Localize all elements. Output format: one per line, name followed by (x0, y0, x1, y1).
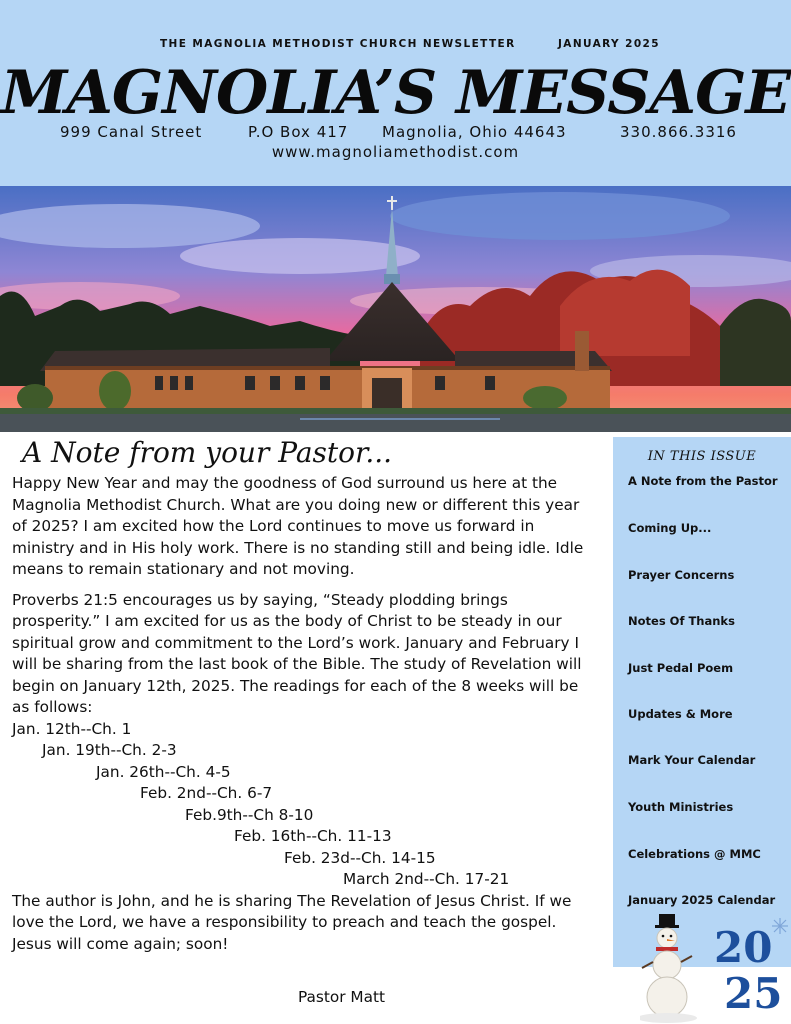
article-paragraph: Proverbs 21:5 encourages us by saying, “Steady plodding brings prosperity.” I am excited for us as the body of Christ to be steady in our spiritual grow and commitment to the Lord’s work. January and February I will be sharing from the last book of the Bible. The study of Revelation will begin on January 12th, 2025. The readings for each of the 8 weeks will be as follows: (12, 590, 582, 716)
website-link[interactable]: www.magnoliamethodist.com (271, 143, 520, 161)
snowman-icon (640, 914, 697, 1023)
article-paragraph: Jesus will come again; soon! (12, 934, 229, 953)
reading-item: Feb. 16th--Ch. 11-13 (234, 827, 392, 845)
sidebar-item-poem[interactable]: Just Pedal Poem (628, 661, 734, 675)
pastor-note (12, 473, 597, 955)
sidebar-item-prayer-concerns[interactable]: Prayer Concerns (628, 568, 735, 582)
year-bottom: 25 (724, 969, 783, 1018)
reading-item: Feb. 23d--Ch. 14-15 (284, 848, 436, 867)
reading-item: Jan. 12th--Ch. 1 (12, 719, 132, 738)
in-this-issue-sidebar (613, 437, 791, 967)
reading-item: March 2nd--Ch. 17-21 (343, 870, 510, 888)
year-top: 20 (714, 923, 773, 972)
po-box: P.O Box 417 (248, 123, 349, 141)
article-title: A Note from your Pastor... (22, 436, 393, 469)
street-address: 999 Canal Street (60, 123, 203, 141)
city-state-zip: Magnolia, Ohio 44643 (382, 123, 567, 141)
reading-item: Jan. 19th--Ch. 2-3 (42, 741, 177, 759)
article-paragraph: The author is John, and he is sharing The Revelation of Jesus Christ. If we love the Lord, we have a responsibility to preach and teach the gospel. (12, 891, 572, 931)
sidebar-item-pastor-note[interactable]: A Note from the Pastor (628, 474, 778, 488)
sidebar-item-celebrations[interactable]: Celebrations @ MMC (628, 847, 761, 861)
sidebar-item-updates[interactable]: Updates & More (628, 707, 733, 721)
reading-item: Feb. 2nd--Ch. 6-7 (140, 784, 273, 802)
phone-number: 330.866.3316 (620, 123, 737, 141)
newsletter-header (0, 0, 791, 186)
sidebar-item-notes-of-thanks[interactable]: Notes Of Thanks (628, 614, 735, 628)
church-photo (0, 186, 791, 432)
reading-item: Feb.9th--Ch 8-10 (185, 805, 314, 824)
new-year-badge (640, 910, 791, 1024)
sidebar-item-coming-up[interactable]: Coming Up... (628, 521, 712, 535)
reading-item: Jan. 26th--Ch. 4-5 (96, 762, 231, 781)
issue-date: JANUARY 2025 (558, 38, 660, 50)
masthead-title: MAGNOLIA’S MESSAGE (0, 58, 791, 128)
signature: Pastor Matt (298, 988, 385, 1006)
newsletter-kicker: THE MAGNOLIA METHODIST CHURCH NEWSLETTER (160, 38, 516, 50)
sidebar-item-january-calendar[interactable]: January 2025 Calendar (628, 893, 776, 907)
sidebar-item-youth[interactable]: Youth Ministries (628, 800, 734, 814)
sidebar-heading: IN THIS ISSUE (647, 449, 757, 464)
sidebar-item-calendar-marks[interactable]: Mark Your Calendar (628, 753, 756, 767)
article-paragraph: Happy New Year and may the goodness of God surround us here at the Magnolia Methodist Church. What are you doing new or different this year of 2025? I am excited how the Lord continues to move us forward in ministry and in His holy work. There is no standing still and being idle. Idle means to remain stationary and not moving. (12, 474, 584, 578)
